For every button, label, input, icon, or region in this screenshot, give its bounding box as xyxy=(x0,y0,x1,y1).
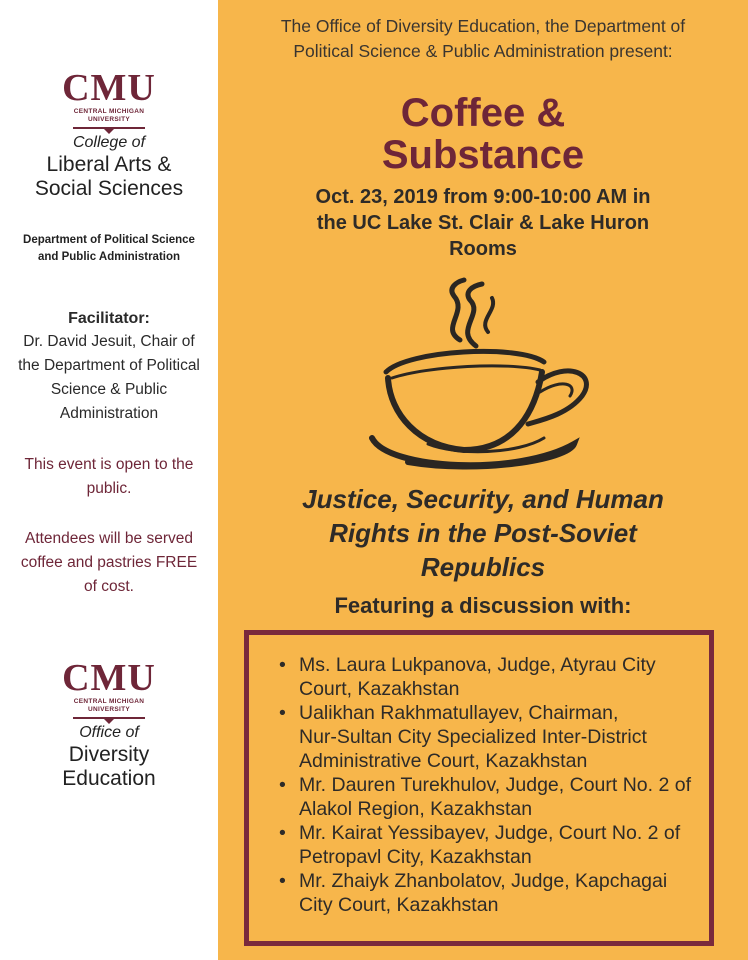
list-item xyxy=(279,869,699,917)
main-panel xyxy=(218,0,748,960)
open-to-public-note xyxy=(0,453,218,501)
cmu-subline-2: UNIVERSITY xyxy=(87,116,130,123)
panelists-list xyxy=(249,635,709,917)
presenters-line-2: Political Science & Public Administration present: xyxy=(293,41,673,61)
cmu-logo-underline xyxy=(73,127,145,129)
coffee-note-line-3: of cost. xyxy=(84,578,134,595)
unit-prefix: Office of xyxy=(79,724,139,741)
cmu-logo-underline xyxy=(73,717,145,719)
department-line-1: Department of Political Science xyxy=(23,234,195,246)
panelist-line: Nur-Sultan City Specialized Inter-District xyxy=(299,726,647,748)
list-item xyxy=(279,773,699,821)
datetime-line-1: Oct. 23, 2019 from 9:00-10:00 AM in xyxy=(315,186,651,208)
cmu-logo-diversity xyxy=(0,657,218,791)
event-title-line-2: Substance xyxy=(381,133,585,177)
cmu-wordmark: CMU xyxy=(62,67,156,109)
panelists-box xyxy=(244,630,714,946)
event-title-line-1: Coffee & xyxy=(400,91,566,135)
cmu-subline-2: UNIVERSITY xyxy=(87,706,130,713)
panelist-line: Alakol Region, Kazakhstan xyxy=(299,798,533,820)
panelist-line: Petropavl City, Kazakhstan xyxy=(299,846,532,868)
panelist-line: • Mr. Kairat Yessibayev, Judge, Court No. 2 of xyxy=(299,822,681,844)
open-note-line-1: This event is open to the xyxy=(24,456,194,473)
panelist-line: Administrative Court, Kazakhstan xyxy=(299,750,588,772)
unit-name-line-2: Social Sciences xyxy=(34,177,184,200)
coffee-cup-icon xyxy=(368,274,604,486)
datetime-line-3: Rooms xyxy=(449,238,517,260)
panelist-line: • Mr. Zhaiyk Zhanbolatov, Judge, Kapchagai xyxy=(299,870,668,892)
panelist-line: Court, Kazakhstan xyxy=(299,678,460,700)
department-line-2: and Public Administration xyxy=(37,251,181,263)
topic-line-2: Rights in the Post-Soviet xyxy=(329,518,637,548)
cmu-subline-1: CENTRAL MICHIGAN xyxy=(73,108,145,115)
panelist-line: City Court, Kazakhstan xyxy=(299,894,499,916)
unit-name-line-1: Liberal Arts & xyxy=(46,153,172,176)
unit-name-line-2: Education xyxy=(62,767,156,790)
panelist-line: • Mr. Dauren Turekhulov, Judge, Court No. 2 of xyxy=(299,774,691,796)
presenters-line-1: The Office of Diversity Education, the Department of xyxy=(280,16,686,36)
list-item xyxy=(279,653,699,701)
panelist-line: • Ms. Laura Lukpanova, Judge, Atyrau City xyxy=(299,654,656,676)
cmu-wordmark: CMU xyxy=(62,657,156,699)
coffee-note-line-1: Attendees will be served xyxy=(24,530,193,547)
facilitator-line: Science & Public xyxy=(50,381,168,398)
cmu-subline-1: CENTRAL MICHIGAN xyxy=(73,698,145,705)
coffee-free-note xyxy=(0,527,218,599)
datetime-line-2: the UC Lake St. Clair & Lake Huron xyxy=(316,212,650,234)
presenters-line xyxy=(218,14,748,64)
topic-line-1: Justice, Security, and Human xyxy=(302,484,664,514)
facilitator-line: Administration xyxy=(59,405,159,422)
coffee-note-line-2: coffee and pastries FREE xyxy=(20,554,198,571)
facilitator-label: Facilitator: xyxy=(68,310,150,327)
department-name xyxy=(0,232,218,266)
list-item xyxy=(279,821,699,869)
open-note-line-2: public. xyxy=(86,480,132,497)
cmu-logo-college xyxy=(0,67,218,201)
facilitator-block xyxy=(0,308,218,426)
event-date-location xyxy=(218,184,748,262)
sidebar xyxy=(0,0,218,960)
unit-name-line-1: Diversity xyxy=(68,743,150,766)
facilitator-line: Dr. David Jesuit, Chair of xyxy=(23,333,195,350)
topic-line-3: Republics xyxy=(420,552,546,582)
panelist-line: • Ualikhan Rakhmatullayev, Chairman, xyxy=(299,702,619,724)
facilitator-line: the Department of Political xyxy=(18,357,200,374)
list-item xyxy=(279,701,699,773)
featuring-heading: Featuring a discussion with: xyxy=(334,593,632,618)
event-title xyxy=(218,92,748,176)
unit-prefix: College of xyxy=(72,134,146,151)
discussion-topic xyxy=(218,482,748,584)
